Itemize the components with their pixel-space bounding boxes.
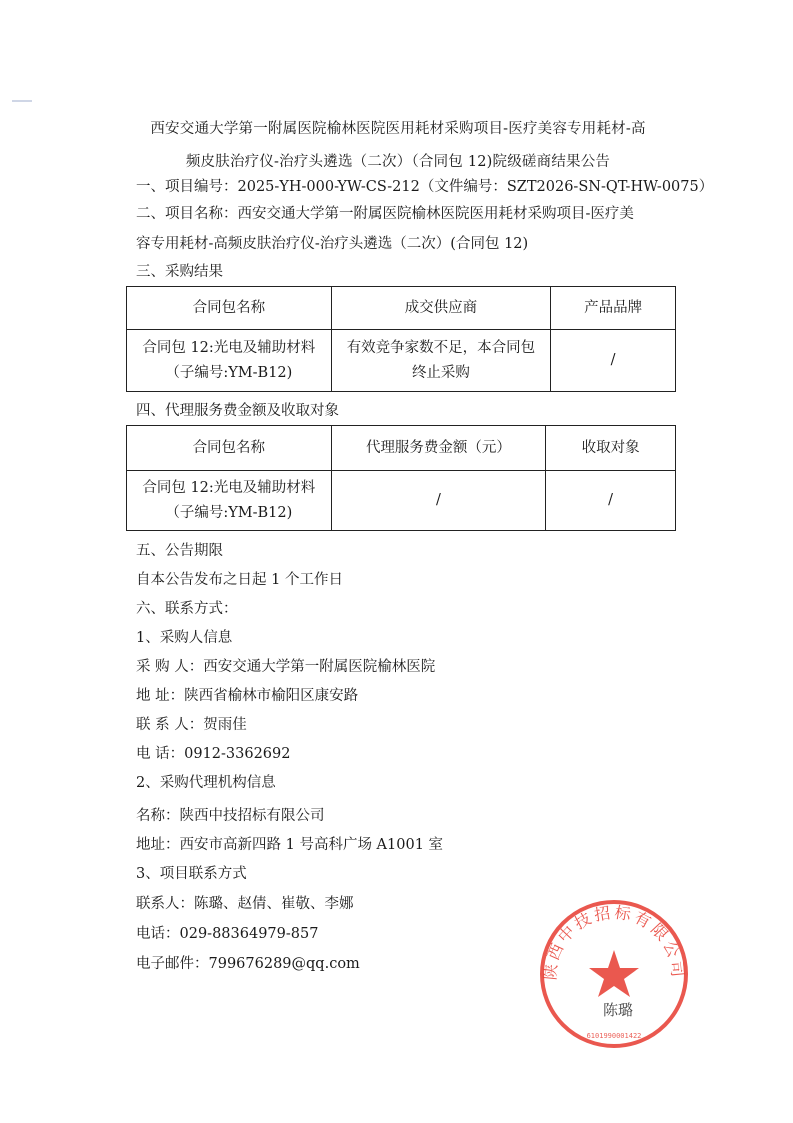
package-cell: [127, 330, 332, 392]
table-header-row: [127, 287, 676, 330]
project-email: 电子邮件：799676289@qq.com: [136, 956, 360, 972]
supplier-text-2: 终止采购: [411, 364, 470, 381]
table-row: [127, 330, 676, 392]
package-name: 合同包 12:光电及辅助材料: [142, 339, 316, 356]
table-header: 产品品牌: [551, 287, 676, 330]
agency-heading: 2、采购代理机构信息: [136, 775, 276, 791]
package-subnumber: （子编号:YM-B12): [165, 504, 293, 521]
table-row: [127, 471, 676, 531]
period-text: 自本公告发布之日起 1 个工作日: [136, 572, 343, 588]
table-header: 收取对象: [546, 426, 676, 471]
seal-serial: 6101990001422: [586, 1032, 642, 1040]
target-cell: /: [546, 471, 676, 531]
supplier-text-1: 有效竞争家数不足，本合同包: [346, 339, 536, 356]
project-name-line-2: 容专用耗材-高频皮肤治疗仪-治疗头遴选（二次）(合同包 12): [136, 236, 529, 252]
table-header: 合同包名称: [127, 426, 332, 471]
fee-table: [126, 425, 676, 531]
section-heading-contact: 六、联系方式：: [136, 601, 238, 617]
table-header: 代理服务费金额（元）: [331, 426, 546, 471]
title-line-2: 频皮肤治疗仪-治疗头遴选（二次）（合同包 12)院级磋商结果公告: [185, 154, 611, 170]
project-name-line-1: 二、项目名称：西安交通大学第一附属医院榆林医院医用耗材采购项目-医疗美: [136, 206, 634, 222]
purchaser-contact: 联 系 人：贺雨佳: [136, 717, 247, 733]
results-table: [126, 286, 676, 392]
purchaser-heading: 1、采购人信息: [136, 630, 233, 646]
table-header: 成交供应商: [331, 287, 551, 330]
project-contacts: 联系人：陈璐、赵倩、崔敬、李娜: [136, 896, 354, 912]
brand-cell: /: [551, 330, 676, 392]
seal-star-icon: [589, 950, 639, 997]
signature: 陈璐: [602, 1001, 634, 1019]
package-name: 合同包 12:光电及辅助材料: [142, 479, 316, 496]
table-header-row: [127, 426, 676, 471]
package-cell: [127, 471, 332, 531]
title-line-1: 西安交通大学第一附属医院榆林医院医用耗材采购项目-医疗美容专用耗材-高: [150, 121, 646, 137]
package-subnumber: （子编号:YM-B12): [165, 364, 293, 381]
project-contact-heading: 3、项目联系方式: [136, 866, 247, 882]
scan-artifact: [12, 100, 32, 102]
purchaser-name: 采 购 人：西安交通大学第一附属医院榆林医院: [136, 659, 436, 675]
agency-name: 名称：陕西中技招标有限公司: [136, 808, 325, 824]
seal-ring-text: 陕西中技招标有限公司: [540, 902, 688, 981]
supplier-cell: [331, 330, 551, 392]
section-heading-fee: 四、代理服务费金额及收取对象: [136, 403, 339, 419]
project-phone: 电话：029-88364979-857: [136, 926, 319, 942]
project-number: 一、项目编号：2025-YH-000-YW-CS-212（文件编号：SZT2026-SN-QT-HW-0075）: [136, 179, 714, 195]
purchaser-address: 地 址：陕西省榆林市榆阳区康安路: [136, 688, 359, 704]
project-name: [136, 199, 676, 259]
fee-cell: /: [331, 471, 546, 531]
page-title: [122, 113, 674, 179]
section-heading-results: 三、采购结果: [136, 264, 223, 280]
company-seal: [538, 898, 690, 1050]
purchaser-phone: 电 话：0912-3362692: [136, 746, 291, 762]
table-header: 合同包名称: [127, 287, 332, 330]
section-heading-period: 五、公告期限: [136, 543, 223, 559]
agency-address: 地址：西安市高新四路 1 号高科广场 A1001 室: [136, 837, 444, 853]
